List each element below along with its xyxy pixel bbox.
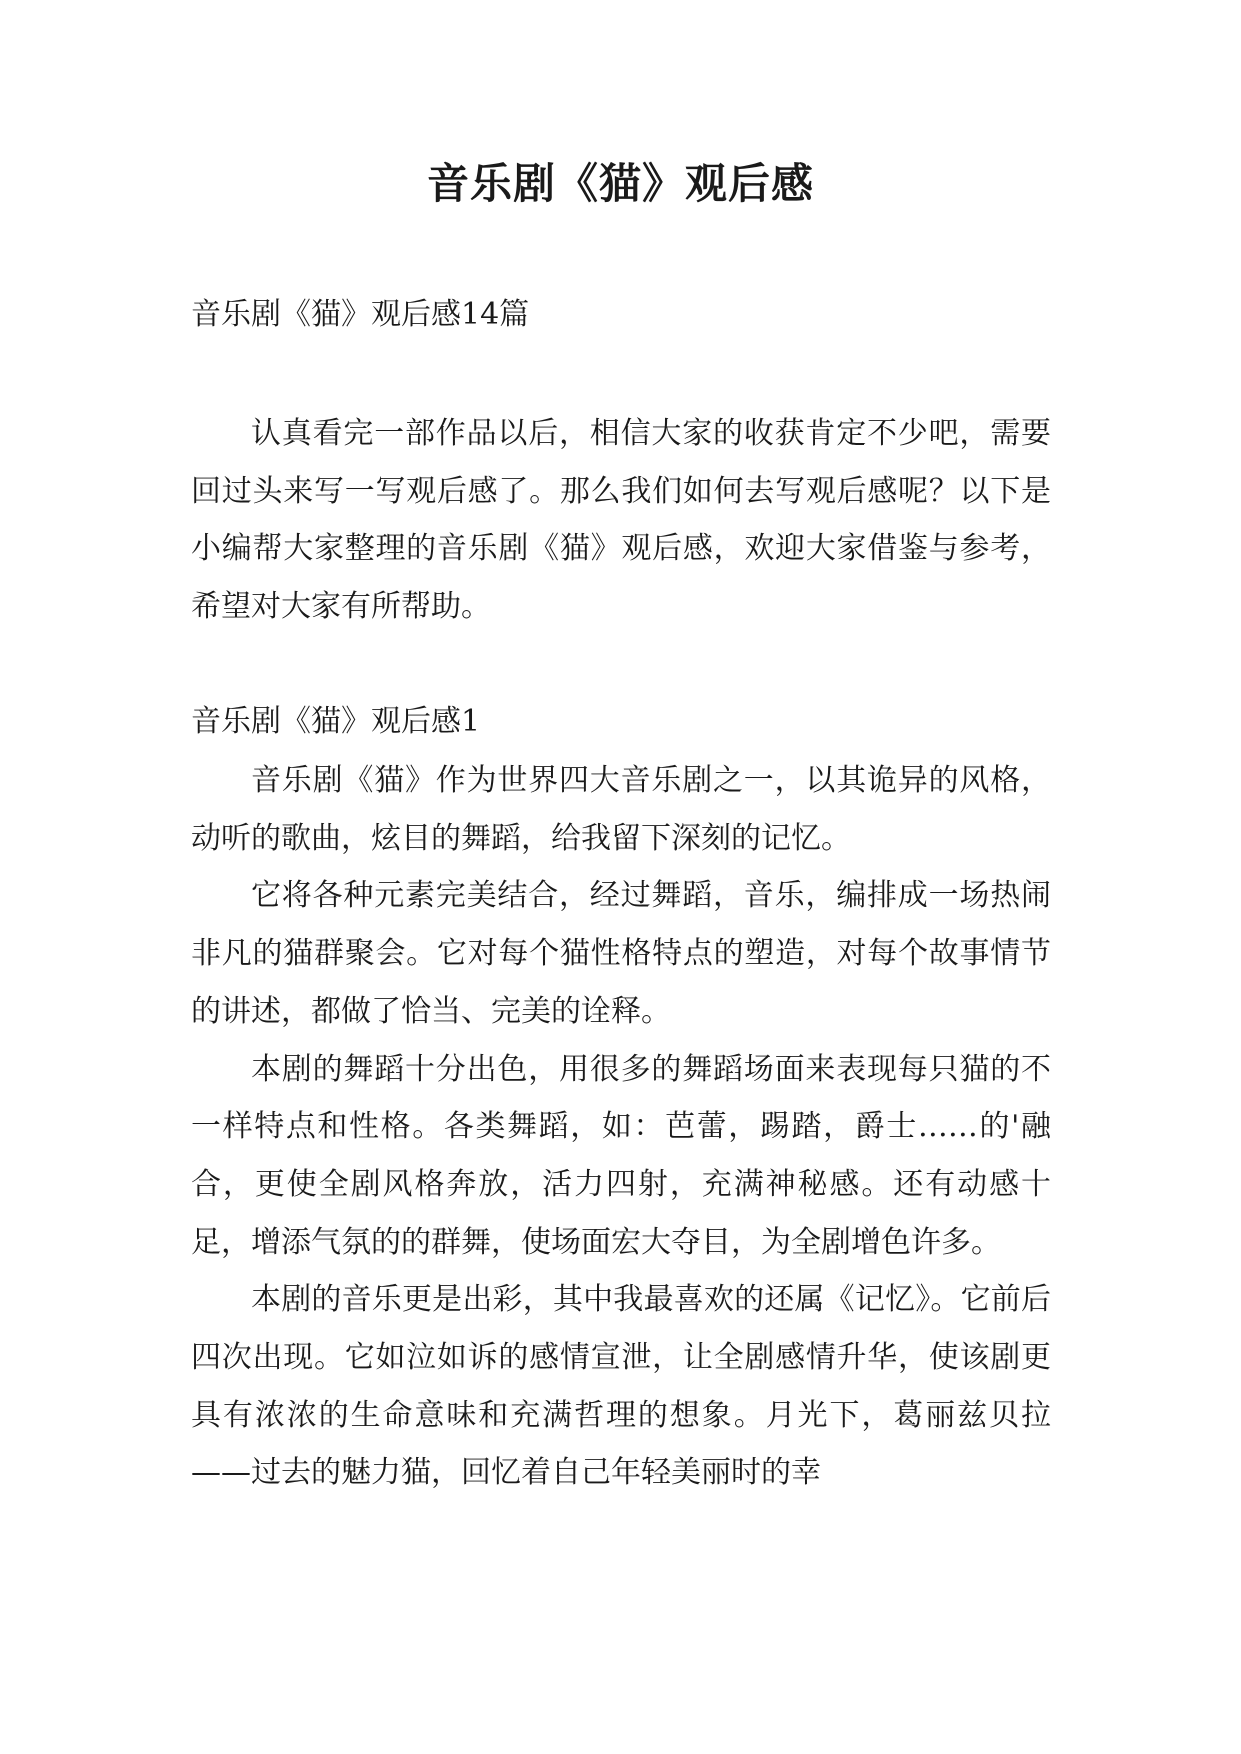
- document-subtitle: 音乐剧《猫》观后感14篇: [191, 297, 530, 332]
- intro-paragraph: 认真看完一部作品以后，相信大家的收获肯定不少吧，需要回过头来写一写观后感了。那么我们如何去写观后感呢？以下是小编帮大家整理的音乐剧《猫》观后感，欢迎大家借鉴与参考，希望对大家有所帮助。: [191, 416, 1051, 625]
- section-body: [191, 752, 1051, 1502]
- intro-block: [191, 405, 1051, 636]
- body-paragraph-3: 本剧的舞蹈十分出色，用很多的舞蹈场面来表现每只猫的不一样特点和性格。各类舞蹈，如：芭蕾，踢踏，爵士……的'融合，更使全剧风格奔放，活力四射，充满神秘感。还有动感十足，增添气氛的的群舞，使场面宏大夺目，为全剧增色许多。: [191, 1051, 1051, 1260]
- body-paragraph-4: 本剧的音乐更是出彩，其中我最喜欢的还属《记忆》。它前后四次出现。它如泣如诉的感情宣泄，让全剧感情升华，使该剧更具有浓浓的生命意味和充满哲理的想象。月光下，葛丽兹贝拉——过去的魅力猫，回忆着自己年轻美丽时的幸: [191, 1282, 1051, 1491]
- body-paragraph-1: 音乐剧《猫》作为世界四大音乐剧之一，以其诡异的风格，动听的歌曲，炫目的舞蹈，给我留下深刻的记忆。: [191, 763, 1051, 856]
- document-title: 音乐剧《猫》观后感: [426, 159, 814, 208]
- section-heading: 音乐剧《猫》观后感1: [191, 704, 481, 739]
- body-paragraph-2: 它将各种元素完美结合，经过舞蹈，音乐，编排成一场热闹非凡的猫群聚会。它对每个猫性格特点的塑造，对每个故事情节的讲述，都做了恰当、完美的诠释。: [191, 878, 1051, 1029]
